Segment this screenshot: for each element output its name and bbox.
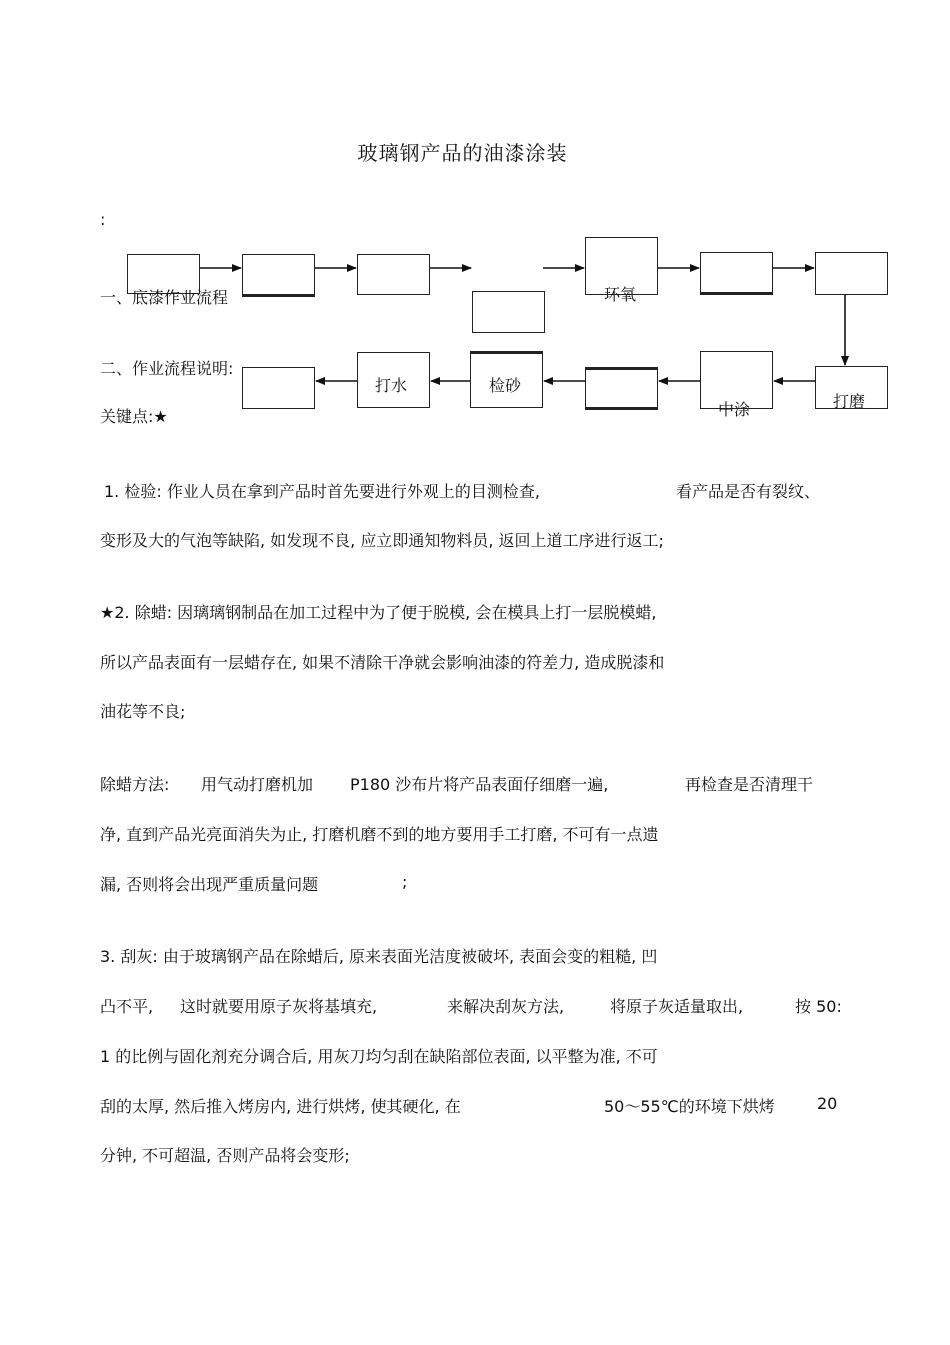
item-3-line-2e: 按 50: [795, 997, 842, 1016]
item-1-line-1b: 看产品是否有裂纹、 [676, 482, 821, 501]
item-3-line-2a: 凸不平, [100, 997, 154, 1016]
method-line-3a: 漏, 否则将会出现严重质量问题 [100, 875, 319, 894]
method-line-1a: 除蜡方法: [100, 775, 170, 794]
key-points-label: 关键点:★ [100, 407, 168, 426]
section-1-heading: 一、底漆作业流程 [100, 288, 229, 307]
item-3-line-5: 分钟, 不可超温, 否则产品将会变形; [100, 1146, 350, 1165]
item-3-line-4a: 刮的太厚, 然后推入烤房内, 进行烘烤, 使其硬化, 在 [100, 1097, 461, 1116]
method-line-1b: 用气动打磨机加 [201, 775, 314, 794]
flow-label-check-sand: 检砂 [489, 376, 522, 395]
method-line-1d: 再检查是否清理干 [685, 775, 814, 794]
flow-label-water-sand: 打水 [375, 376, 408, 395]
item-1-line-2: 变形及大的气泡等缺陷, 如发现不良, 应立即通知物料员, 返回上道工序进行返工; [100, 531, 664, 550]
method-line-1c: P180 沙布片将产品表面仔细磨一遍, [350, 775, 609, 794]
item-3-line-2c: 来解决刮灰方法, [447, 997, 565, 1016]
flow-label-sanding: 打磨 [833, 392, 866, 411]
page-title: 玻璃钢产品的油漆涂装 [357, 141, 568, 165]
item-2-line-1: ★2. 除蜡: 因璃璃钢制品在加工过程中为了便于脱模, 会在模具上打一层脱模蜡, [100, 603, 657, 622]
method-line-2: 净, 直到产品光亮面消失为止, 打磨机磨不到的地方要用手工打磨, 不可有一点遗 [100, 825, 659, 844]
item-3-line-4b: 50～55℃的环境下烘烤 [604, 1097, 775, 1116]
item-1-line-1a: 1. 检验: 作业人员在拿到产品时首先要进行外观上的目测检查, [104, 482, 540, 501]
colon-mark: : [100, 210, 106, 229]
item-3-line-4c: 20 [817, 1094, 838, 1113]
flow-arrows [0, 0, 950, 450]
method-line-3b: ; [402, 872, 408, 891]
item-2-line-3: 油花等不良; [100, 702, 186, 721]
item-3-line-1: 3. 刮灰: 由于玻璃钢产品在除蜡后, 原来表面光洁度被破坏, 表面会变的粗糙, 凹 [100, 947, 658, 966]
item-3-line-2d: 将原子灰适量取出, [610, 997, 744, 1016]
section-2-heading: 二、作业流程说明: [100, 359, 234, 378]
flow-label-mid-coat: 中涂 [718, 400, 751, 419]
item-2-line-2: 所以产品表面有一层蜡存在, 如果不清除干净就会影响油漆的符差力, 造成脱漆和 [100, 653, 665, 672]
item-3-line-2b: 这时就要用原子灰将基填充, [180, 997, 378, 1016]
flow-label-epoxy: 环氧 [604, 285, 637, 304]
item-3-line-3: 1 的比例与固化剂充分调合后, 用灰刀均匀刮在缺陷部位表面, 以平整为准, 不可 [100, 1047, 658, 1066]
